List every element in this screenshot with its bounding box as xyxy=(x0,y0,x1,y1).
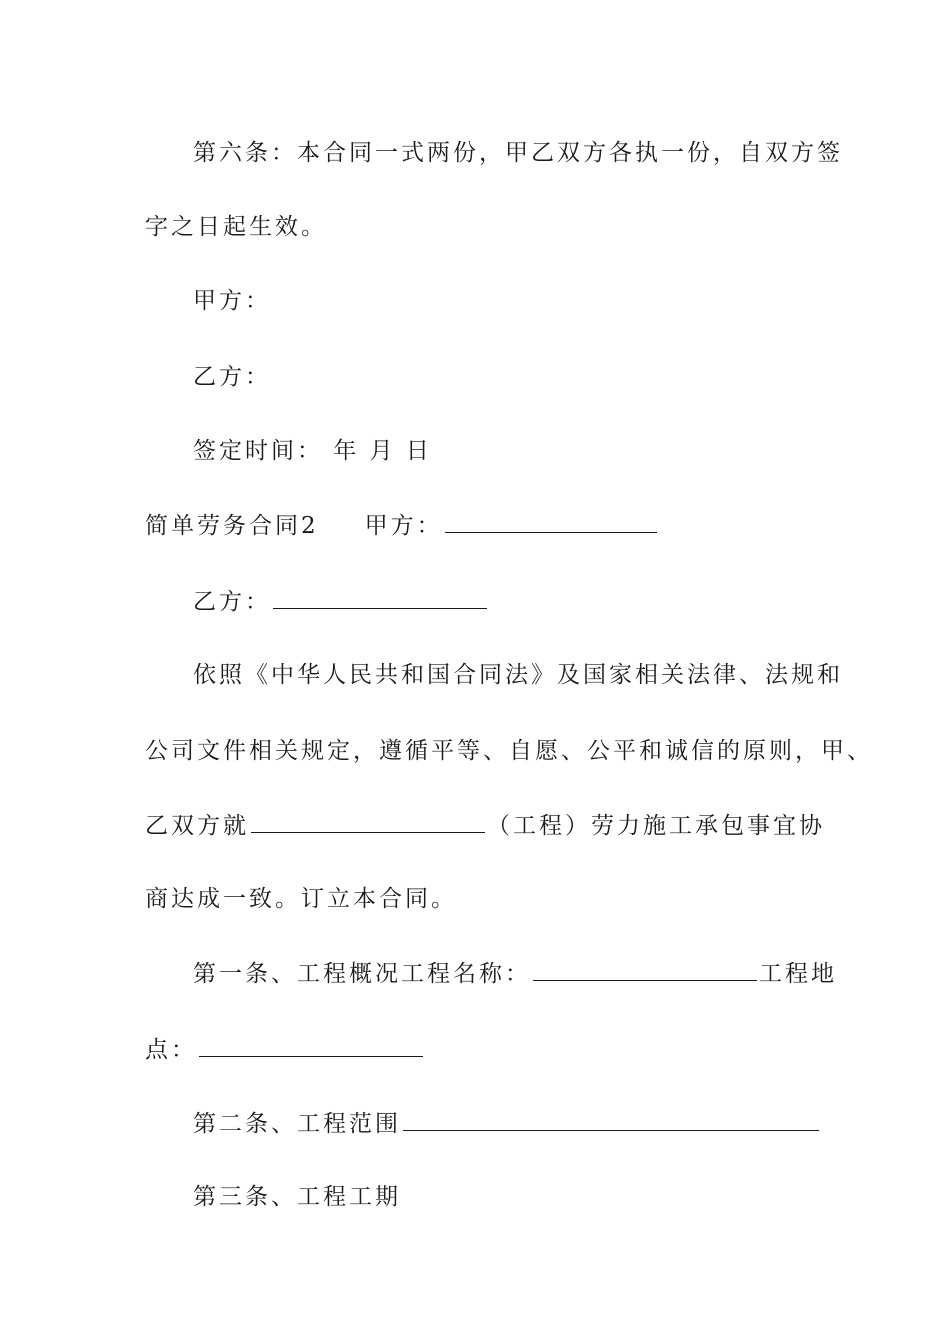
party-a-blank xyxy=(445,510,657,533)
article-two-text: 第二条、工程范围 xyxy=(193,1111,401,1137)
preamble-line-3 xyxy=(145,810,825,841)
article-two-line xyxy=(193,1108,821,1139)
preamble-line-2: 公司文件相关规定，遵循平等、自愿、公平和诚信的原则，甲、 xyxy=(145,738,873,764)
party-a-label: 甲方： xyxy=(193,288,271,314)
party-b-blank xyxy=(273,586,487,609)
article-six-line-2: 字之日起生效。 xyxy=(145,214,327,240)
location-label: 点： xyxy=(145,1037,197,1063)
party-b-label: 乙方： xyxy=(193,364,271,390)
party-b-line xyxy=(193,586,489,617)
preamble-text-a: 乙双方就 xyxy=(145,813,249,839)
article-six-line-1: 第六条：本合同一式两份，甲乙双方各执一份，自双方签 xyxy=(193,140,843,166)
signing-date-line: 签定时间： 年 月 日 xyxy=(193,438,432,464)
project-name-blank xyxy=(533,958,757,981)
project-location-label: 工程地 xyxy=(759,961,837,987)
preamble-line-4: 商达成一致。订立本合同。 xyxy=(145,886,457,912)
preamble-line-1: 依照《中华人民共和国合同法》及国家相关法律、法规和 xyxy=(193,662,843,688)
party-b-label-2: 乙方： xyxy=(193,589,271,615)
scope-blank xyxy=(403,1108,819,1131)
article-one-line-2 xyxy=(145,1034,425,1065)
contract-title-line xyxy=(145,510,659,541)
article-one-text: 第一条、工程概况工程名称： xyxy=(193,961,531,987)
preamble-text-b: （工程）劳力施工承包事宜协 xyxy=(487,813,825,839)
contract-title: 简单劳务合同2 xyxy=(145,513,319,539)
project-blank xyxy=(251,810,485,833)
article-one-line-1 xyxy=(193,958,837,989)
party-a-label-2: 甲方： xyxy=(364,513,443,539)
article-three-line: 第三条、工程工期 xyxy=(193,1184,401,1210)
project-location-blank xyxy=(199,1034,423,1057)
